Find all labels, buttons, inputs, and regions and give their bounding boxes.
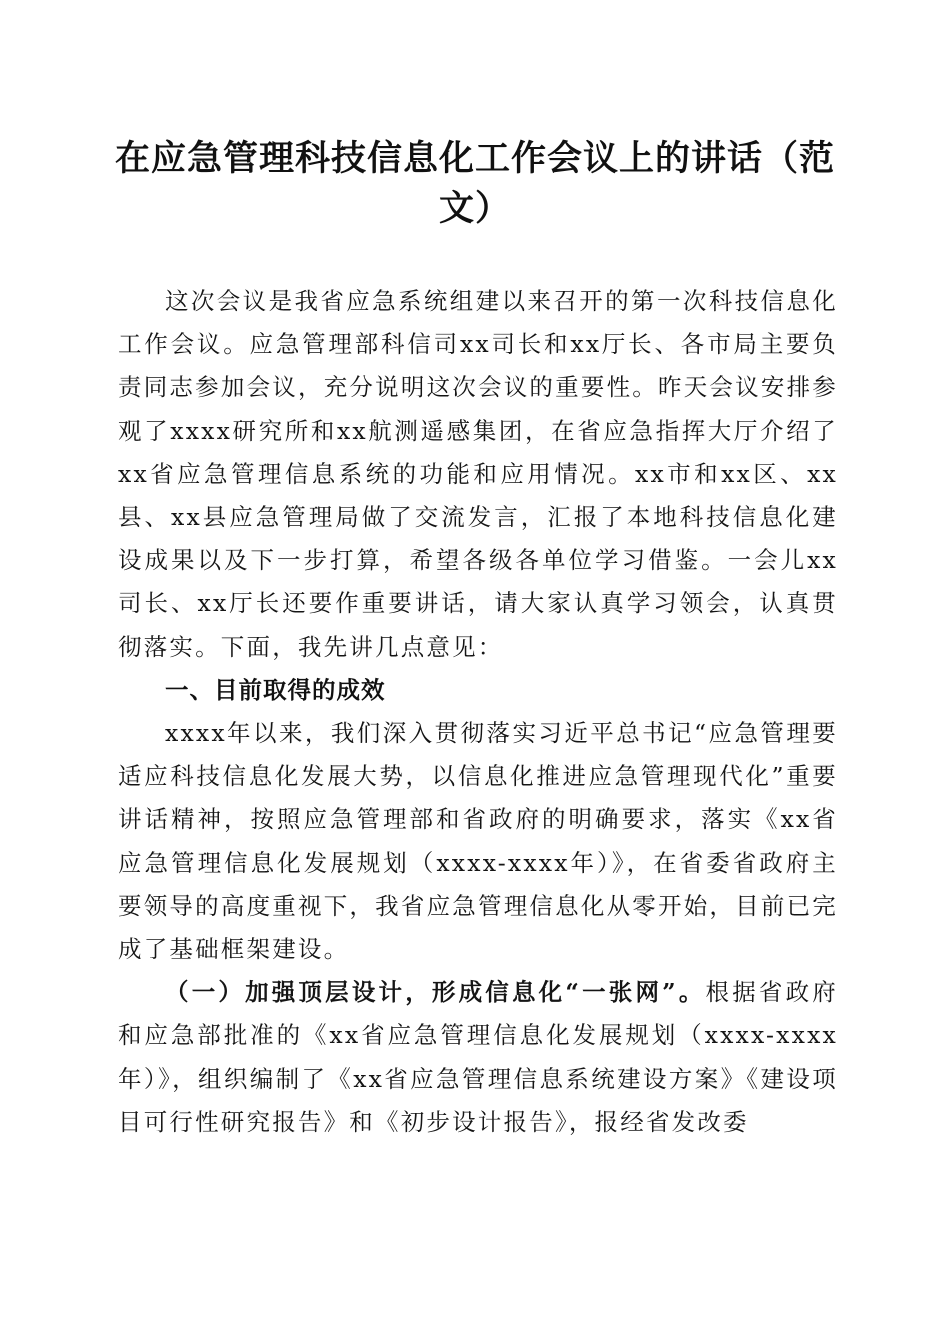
- subsection-1-paragraph: [118, 971, 838, 1144]
- document-title: 在应急管理科技信息化工作会议上的讲话（范文）: [114, 138, 835, 229]
- section-1-paragraph: xxxx年以来，我们深入贯彻落实习近平总书记“应急管理要适应科技信息化发展大势，以信息化推进应急管理现代化”重要讲话精神，按照应急管理部和省政府的明确要求，落实《xx省应急管理信息化发展规划（xxxx-xxxx年）》，在省委省政府主要领导的高度重视下，我省应急管理信息化从零开始，目前已完成了基础框架建设。: [118, 719, 838, 964]
- document-body: [118, 280, 838, 1144]
- subsection-1-lead: （一）加强顶层设计，形成信息化“一张网”。: [165, 978, 706, 1007]
- section-heading-1: 一、目前取得的成效: [165, 675, 386, 704]
- intro-paragraph: 这次会议是我省应急系统组建以来召开的第一次科技信息化工作会议。应急管理部科信司xx司长和xx厅长、各市局主要负责同志参加会议，充分说明这次会议的重要性。昨天会议安排参观了xxxx研究所和xx航测遥感集团，在省应急指挥大厅介绍了xx省应急管理信息系统的功能和应用情况。xx市和xx区、xx县、xx县应急管理局做了交流发言，汇报了本地科技信息化建设成果以及下一步打算，希望各级各单位学习借鉴。一会儿xx司长、xx厅长还要作重要讲话，请大家认真学习领会，认真贯彻落实。下面，我先讲几点意见：: [118, 287, 838, 661]
- subsection-1-body: 根据省政府和应急部批准的《xx省应急管理信息化发展规划（xxxx-xxxx年）》，组织编制了《xx省应急管理信息系统建设方案》《建设项目可行性研究报告》和《初步设计报告》，报经省发改委: [118, 978, 839, 1136]
